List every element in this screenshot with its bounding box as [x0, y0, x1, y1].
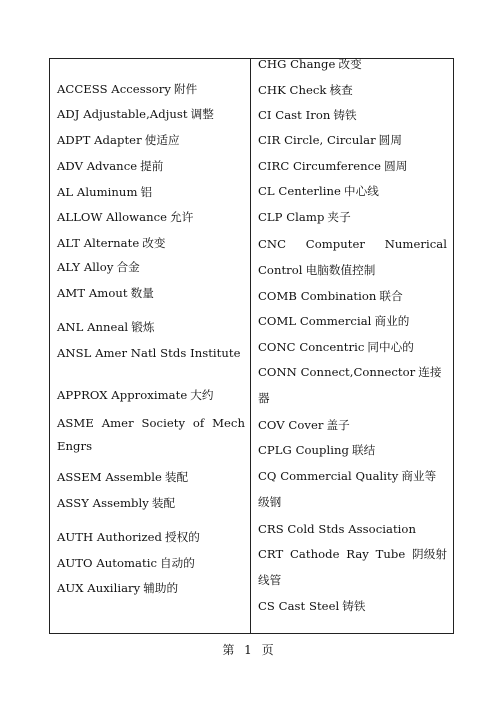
entry-word: of: [192, 416, 205, 430]
entry-chinese: 铝: [140, 185, 153, 199]
abbreviation-entry: [57, 551, 245, 576]
entry-term: ADV Advance: [57, 159, 138, 173]
entry-term: COMB Combination: [258, 289, 377, 303]
abbreviation-entry: [57, 411, 245, 436]
abbreviation-entry: [258, 284, 447, 309]
abbreviation-entry: [258, 490, 447, 515]
entry-chinese: 核查: [329, 83, 353, 97]
entry-word: ASME: [57, 416, 94, 430]
abbreviation-entry: [57, 576, 245, 601]
abbreviation-entry: [258, 128, 447, 153]
entry-word: Amer: [101, 416, 134, 430]
entry-word: Computer: [305, 237, 365, 251]
entry-word: CRT: [258, 547, 284, 561]
entry-term: CRS Cold Stds Association: [258, 522, 416, 536]
entry-term: ALLOW Allowance: [57, 210, 168, 224]
entry-chinese: 盖子: [326, 418, 350, 432]
abbreviation-entry: [57, 255, 245, 280]
entry-chinese: 附件: [173, 82, 198, 96]
entry-chinese: 辅助的: [143, 581, 179, 595]
abbreviation-entry: [57, 383, 245, 408]
abbreviation-entry: [57, 180, 245, 205]
entry-term: COV Cover: [258, 418, 324, 432]
abbreviation-entry: [258, 542, 447, 567]
entry-word: Numerical: [384, 237, 447, 251]
abbreviation-entry: [57, 341, 245, 366]
entry-chinese: 线管: [258, 573, 282, 587]
footer-prefix: 第: [222, 643, 235, 657]
abbreviation-entry: [258, 154, 447, 179]
abbreviation-entry: [258, 78, 447, 103]
entry-term: ALT Alternate: [57, 236, 140, 250]
abbreviation-entry: [57, 434, 245, 459]
abbreviation-entry: [57, 315, 245, 340]
entry-chinese: 允许: [170, 210, 194, 224]
entry-term: AMT Amout: [57, 286, 128, 300]
abbreviation-entry: [258, 594, 447, 619]
abbreviation-entry: [258, 386, 447, 411]
entry-chinese: 大约: [190, 388, 214, 402]
entry-term: CPLG Coupling: [258, 443, 350, 457]
entry-chinese: 夹子: [327, 210, 351, 224]
entry-term: CIRC Circumference: [258, 159, 382, 173]
entry-chinese: 数量: [130, 286, 154, 300]
entry-chinese: 连接: [418, 365, 442, 379]
abbreviation-entry: [57, 205, 245, 230]
entry-term: Control: [258, 263, 303, 277]
abbreviation-entry: [57, 281, 245, 306]
abbreviation-entry: [57, 231, 245, 256]
entry-term: CHK Check: [258, 83, 327, 97]
entry-chinese: 使适应: [144, 133, 180, 147]
entry-chinese: 装配: [151, 496, 176, 510]
entry-chinese: 电脑数值控制: [305, 263, 376, 277]
abbreviation-entry: [258, 568, 447, 593]
entry-term: AUX Auxiliary: [57, 581, 141, 595]
entry-chinese: 圆周: [384, 159, 408, 173]
entry-term: CQ Commercial Quality: [258, 469, 399, 483]
abbreviation-entry: [258, 438, 447, 463]
abbreviation-entry: [57, 491, 245, 516]
entry-chinese: 铸铁: [333, 108, 357, 122]
abbreviation-entry: [258, 464, 447, 489]
abbreviation-entry: [258, 413, 447, 438]
entry-term: ADPT Adapter: [57, 133, 142, 147]
abbreviation-entry: [258, 335, 447, 360]
abbreviation-entry: [57, 102, 245, 127]
abbreviation-entry: [57, 154, 245, 179]
entry-chinese: 调整: [190, 107, 214, 121]
entry-term: CL Centerline: [258, 184, 341, 198]
entry-term: CI Cast Iron: [258, 108, 331, 122]
abbreviation-entry: [57, 128, 245, 153]
entry-word: 阴级射: [412, 547, 447, 561]
entry-term: CONC Concentric: [258, 340, 365, 354]
abbreviation-entry: [258, 103, 447, 128]
entry-chinese: 中心线: [343, 184, 379, 198]
page-footer: [0, 640, 496, 660]
entry-term: AUTH Authorized: [57, 530, 163, 544]
entry-chinese: 改变: [142, 236, 166, 250]
entry-term: ACCESS Accessory: [57, 82, 171, 96]
entry-chinese: 装配: [164, 470, 189, 484]
entry-chinese: 改变: [338, 57, 362, 71]
entry-chinese: 商业的: [374, 314, 410, 328]
footer-suffix: 页: [261, 643, 274, 657]
entry-chinese: 级钢: [258, 495, 282, 509]
entry-term: ASSEM Assemble: [57, 470, 162, 484]
abbreviation-entry: [258, 309, 447, 334]
abbreviation-entry: [258, 52, 447, 77]
entry-term: ANSL Amer Natl Stds Institute: [57, 346, 241, 360]
entry-chinese: 铸铁: [342, 599, 366, 613]
entry-chinese: 自动的: [160, 556, 195, 570]
entry-chinese: 合金: [116, 260, 140, 274]
entry-term: CONN Connect,Connector: [258, 365, 416, 379]
entry-term: ANL Anneal: [57, 320, 129, 334]
entry-term: CS Cast Steel: [258, 599, 340, 613]
entry-chinese: 商业等: [401, 469, 437, 483]
abbreviation-entry: [258, 179, 447, 204]
entry-word: Society: [141, 416, 186, 430]
right-column: [251, 59, 453, 633]
entry-chinese: 提前: [140, 159, 164, 173]
entry-word: Cathode: [290, 547, 340, 561]
entry-term: AL Aluminum: [57, 185, 138, 199]
entry-term: AUTO Automatic: [57, 556, 158, 570]
entry-term: Engrs: [57, 439, 93, 453]
entry-chinese: 器: [258, 391, 270, 405]
page-number: 1: [244, 643, 252, 657]
abbreviation-entry: [258, 232, 447, 257]
abbreviation-entry: [258, 360, 447, 385]
entry-chinese: 授权的: [165, 530, 200, 544]
abbreviation-table: [49, 58, 454, 634]
abbreviation-entry: [258, 517, 447, 542]
left-column: [50, 59, 251, 633]
entry-chinese: 同中心的: [367, 340, 414, 354]
entry-term: APPROX Approximate: [57, 388, 188, 402]
abbreviation-entry: [57, 525, 245, 550]
entry-chinese: 联合: [379, 289, 403, 303]
entry-word: Ray: [346, 547, 369, 561]
entry-word: Mech: [212, 416, 245, 430]
entry-chinese: 联结: [352, 443, 376, 457]
entry-term: ALY Alloy: [57, 260, 114, 274]
entry-word: Tube: [375, 547, 406, 561]
entry-word: CNC: [258, 237, 287, 251]
entry-term: CIR Circle, Circular: [258, 133, 376, 147]
abbreviation-entry: [258, 258, 447, 283]
entry-term: CHG Change: [258, 57, 336, 71]
entry-chinese: 圆周: [378, 133, 402, 147]
entry-chinese: 锻炼: [131, 320, 155, 334]
entry-term: ADJ Adjustable,Adjust: [57, 107, 188, 121]
abbreviation-entry: [57, 465, 245, 490]
abbreviation-entry: [57, 77, 245, 102]
entry-term: ASSY Assembly: [57, 496, 149, 510]
entry-term: COML Commercial: [258, 314, 372, 328]
abbreviation-entry: [258, 205, 447, 230]
entry-term: CLP Clamp: [258, 210, 325, 224]
